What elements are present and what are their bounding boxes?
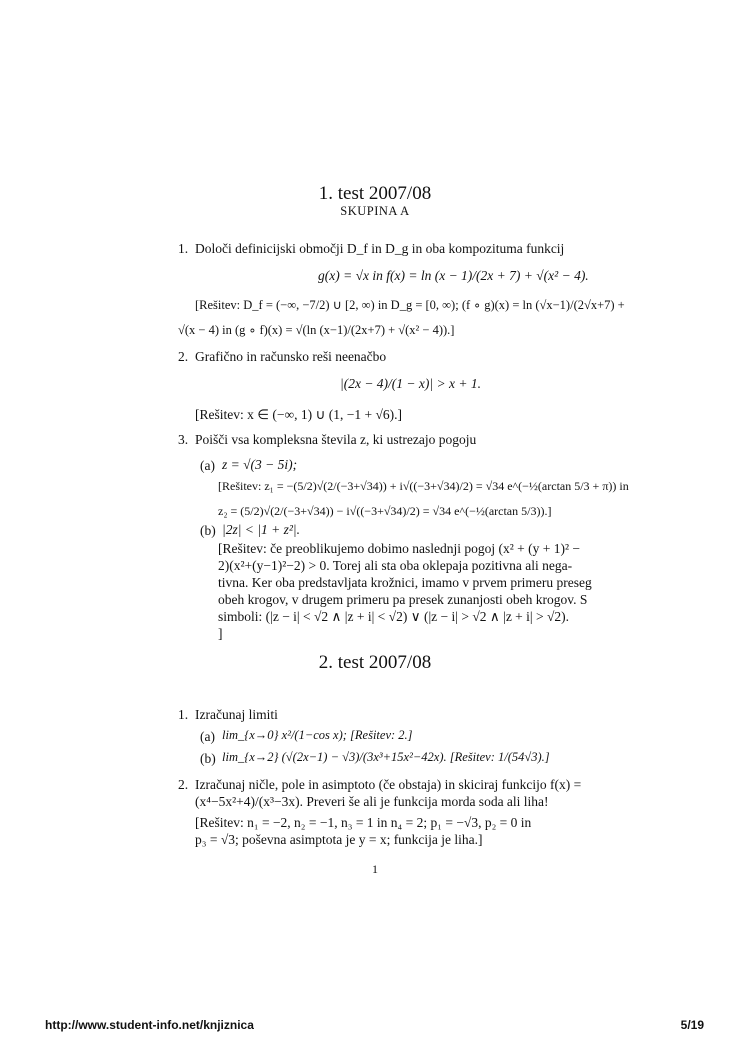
problem-1-formula: g(x) = √x in f(x) = ln (x − 1)/(2x + 7) + √(x² − 4). [318, 268, 589, 283]
footer-url[interactable]: http://www.student-info.net/knjiznica [45, 1018, 254, 1032]
problem-1-solution-line2: √(x − 4) in (g ∘ f)(x) = √(ln (x−1)/(2x+7) + √(x² − 4)).] [178, 323, 455, 337]
test2-problem-2-line1: Izračunaj ničle, pole in asimptoto (če obstaja) in skiciraj funkcijo f(x) = [195, 777, 582, 792]
problem-3a-solution-line1: [Rešitev: z₁ = −(5/2)√(2/(−3+√34)) + i√((−3+√34)/2) = √34 e^(−½(arctan 5/3 + π)) in [218, 479, 629, 493]
problem-3b-solution-line1: [Rešitev: če preoblikujemo dobimo naslednji pogoj (x² + (y + 1)² − [218, 541, 580, 556]
page-number: 1 [372, 862, 378, 876]
problem-2-text: Grafično in računsko reši neenačbo [195, 349, 387, 364]
test2-problem-1-text: Izračunaj limiti [195, 707, 278, 722]
problem-3b-solution-line4: obeh krogov, v drugem primeru pa presek zunanjosti obeh krogov. S [218, 592, 588, 607]
problem-2-label: 2. [178, 349, 189, 364]
problem-1-text: Določi definicijski območji D_f in D_g in oba kompozituma funkcij [195, 241, 565, 256]
problem-1-label: 1. [178, 241, 189, 256]
test1-group: SKUPINA A [340, 204, 410, 218]
footer-page-count: 5/19 [680, 1018, 704, 1032]
test2-title: 2. test 2007/08 [318, 652, 432, 673]
problem-3-text: Poišči vsa kompleksna števila z, ki ustrezajo pogoju [195, 432, 477, 447]
problem-3b-solution-line2: 2)(x²+(y−1)²−2) > 0. Torej ali sta oba oklepaja pozitivna ali nega- [218, 558, 573, 573]
test2-problem-1a-label: (a) [200, 729, 215, 744]
test2-problem-2-label: 2. [178, 777, 189, 792]
problem-2-formula: |(2x − 4)/(1 − x)| > x + 1. [340, 376, 481, 391]
problem-3a-label: (a) [200, 458, 215, 473]
test2-problem-1b-label: (b) [200, 751, 216, 766]
problem-3b-solution-line3: tivna. Ker oba predstavljata krožnici, imamo v prvem primeru preseg [218, 575, 592, 590]
problem-1-solution-line1: [Rešitev: D_f = (−∞, −7/2) ∪ [2, ∞) in D_g = [0, ∞); (f ∘ g)(x) = ln (√x−1)/(2√x+7) + [195, 298, 625, 312]
problem-3b-solution-line5: simboli: (|z − i| < √2 ∧ |z + i| < √2) ∨ (|z − i| > √2 ∧ |z + i| > √2). [218, 609, 570, 624]
problem-3a-formula: z = √(3 − 5i); [222, 457, 298, 472]
problem-3b-label: (b) [200, 523, 216, 538]
problem-2-solution: [Rešitev: x ∈ (−∞, 1) ∪ (1, −1 + √6).] [195, 407, 402, 422]
problem-3b-formula: |2z| < |1 + z²|. [222, 522, 300, 537]
problem-3b-solution-line6: ] [218, 626, 223, 641]
test2-problem-2-line2: (x⁴−5x²+4)/(x³−3x). Preveri še ali je funkcija morda soda ali liha! [195, 794, 549, 809]
problem-3-label: 3. [178, 432, 189, 447]
test2-problem-1-label: 1. [178, 707, 189, 722]
test2-problem-1b-formula: lim_{x→2} (√(2x−1) − √3)/(3x³+15x²−42x). [Rešitev: 1/(54√3).] [222, 750, 550, 764]
test2-problem-2-solution-line1: [Rešitev: n₁ = −2, n₂ = −1, n₃ = 1 in n₄ = 2; p₁ = −√3, p₂ = 0 in [195, 815, 532, 830]
test1-title: 1. test 2007/08 [318, 183, 432, 204]
test2-problem-1a-formula: lim_{x→0} x²/(1−cos x); [Rešitev: 2.] [222, 728, 413, 742]
test2-problem-2-solution-line2: p₃ = √3; poševna asimptota je y = x; funkcija je liha.] [195, 832, 483, 847]
problem-3a-solution-line2: z₂ = (5/2)√(2/(−3+√34)) − i√((−3+√34)/2) = √34 e^(−½(arctan 5/3)).] [218, 504, 552, 518]
